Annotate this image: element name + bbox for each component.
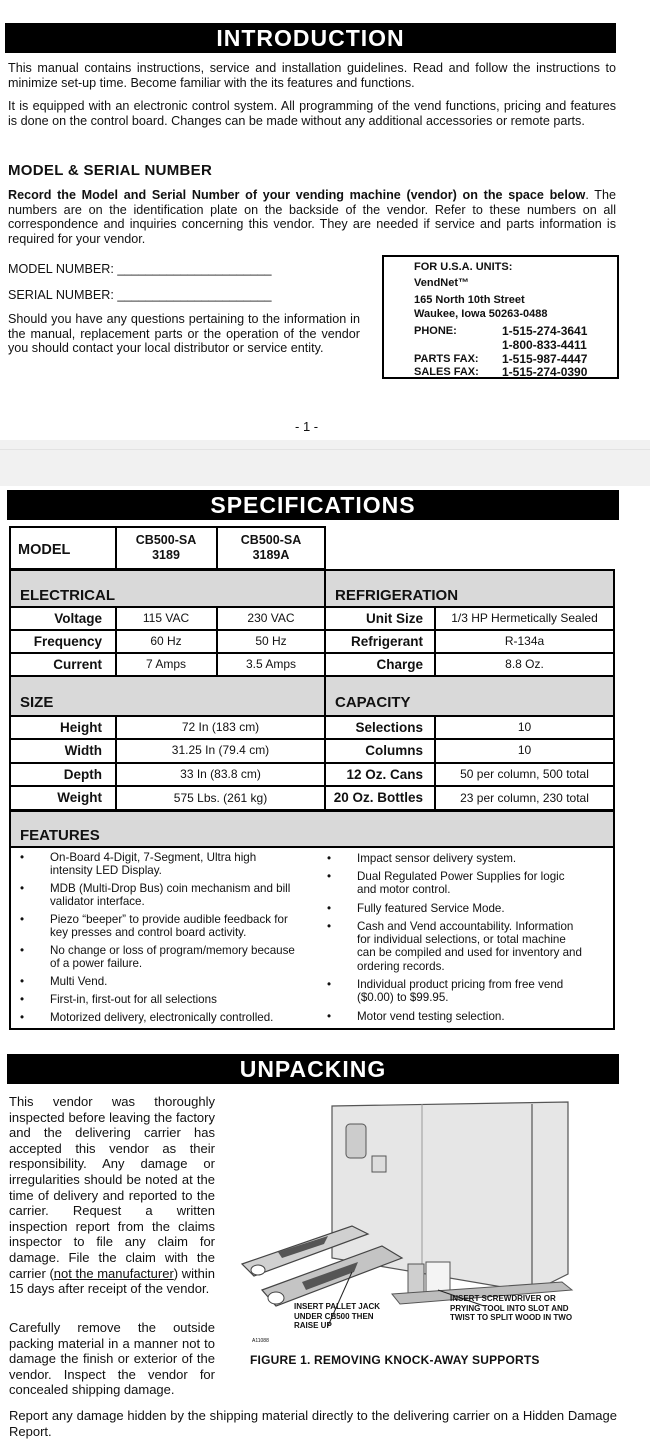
size-width-label: Width: [64, 742, 102, 758]
page-2: [0, 486, 650, 1444]
contact-sales-fax: 1-515-274-0390: [502, 365, 588, 379]
feature-bullet: •: [327, 978, 332, 991]
contact-street: 165 North 10th Street: [414, 294, 525, 306]
refrigeration-heading: REFRIGERATION: [326, 571, 613, 606]
capacity-bottles-label: 20 Oz. Bottles: [333, 790, 423, 805]
unpacking-paragraph-2: Carefully remove the outside packing material in a manner not to damage the finish or exterior of the vendor. Inspect the vendor for concealed shipping damage.: [9, 1320, 215, 1398]
electrical-current-label: Current: [53, 656, 102, 672]
electrical-voltage-label: Voltage: [54, 610, 102, 626]
electrical-current-v2: 3.5 Amps: [245, 657, 297, 671]
questions-paragraph: Should you have any questions pertaining to the information in the manual, replacement parts or the operation of the vendor you should contact your local distributor or service entity.: [8, 312, 360, 356]
capacity-selections-value: 10: [517, 720, 532, 734]
feature-bullet: •: [327, 870, 332, 883]
size-heading: SIZE: [11, 677, 324, 715]
feature-right-item: Individual product pricing from free vend ($0.00) to $99.95.: [357, 978, 564, 1005]
electrical-frequency-v1: 60 Hz: [150, 634, 182, 648]
feature-bullet: •: [20, 944, 25, 957]
model-serial-heading: MODEL & SERIAL NUMBER: [8, 162, 213, 179]
feature-right-item: Impact sensor delivery system.: [357, 852, 517, 865]
feature-bullet: •: [327, 920, 332, 933]
capacity-columns-label: Columns: [365, 742, 423, 758]
feature-left-item: No change or loss of program/memory because of a power failure.: [50, 944, 295, 971]
feature-bullet: •: [20, 993, 25, 1006]
unpacking-paragraph-3: Report any damage hidden by the shipping material directly to the delivering carrier on a Hidden Damage Report.: [9, 1408, 617, 1439]
figure-caption: FIGURE 1. REMOVING KNOCK-AWAY SUPPORTS: [250, 1353, 540, 1367]
specifications-banner: [7, 490, 619, 520]
capacity-cans-label: 12 Oz. Cans: [346, 766, 423, 782]
contact-phone-label: PHONE:: [414, 325, 457, 337]
contact-phone-1: 1-515-274-3641: [502, 324, 588, 338]
feature-right-item: Dual Regulated Power Supplies for logic and motor control.: [357, 870, 565, 897]
feature-bullet: •: [327, 1010, 332, 1023]
unpacking-p1-start: This vendor was thoroughly inspected before leaving the factory and the delivering carrier has accepted this vendor as their responsibility. Any damage or irregularities should be noted at the time of delivery and reported to the carrier. Request a written inspection report from the claims inspector to file any claim for damage. File the claim with the carrier (: [9, 1094, 215, 1281]
model-label: MODEL: [18, 542, 71, 558]
electrical-frequency-v2: 50 Hz: [255, 634, 287, 648]
feature-bullet: •: [20, 975, 25, 988]
callout-pallet-jack: INSERT PALLET JACK UNDER CB500 THEN RAISE UP: [294, 1302, 381, 1330]
feature-bullet: •: [20, 913, 25, 926]
size-depth-label: Depth: [63, 766, 102, 782]
contact-city: Waukee, Iowa 50263-0488: [414, 308, 548, 320]
feature-bullet: •: [20, 1011, 25, 1024]
introduction-title: INTRODUCTION: [216, 25, 405, 51]
figure-code: A11088: [252, 1338, 269, 1344]
size-width-value: 31.25 In (79.4 cm): [171, 743, 270, 757]
unpacking-p1-underlined: not the manufacturer: [53, 1265, 174, 1281]
size-height-value: 72 In (183 cm): [181, 720, 260, 734]
size-weight-label: Weight: [57, 790, 102, 805]
capacity-selections-label: Selections: [355, 719, 423, 735]
refrigeration-refrigerant-label: Refrigerant: [350, 633, 423, 649]
capacity-cans-value: 50 per column, 500 total: [460, 767, 589, 781]
record-bold-text: Record the Model and Serial Number of your vending machine (vendor) on the space below: [8, 188, 586, 202]
page-number: - 1 -: [295, 419, 319, 434]
unpacking-title: UNPACKING: [239, 1056, 387, 1082]
model-1: [117, 528, 215, 568]
contact-title: FOR U.S.A. UNITS:: [414, 261, 513, 273]
contact-sales-fax-label: SALES FAX:: [414, 366, 479, 378]
capacity-columns-value: 10: [517, 743, 532, 757]
feature-left-item: Piezo “beeper” to provide audible feedback for key presses and control board activity.: [50, 913, 288, 940]
electrical-voltage-v1: 115 VAC: [142, 611, 190, 625]
feature-left-item: First-in, first-out for all selections: [50, 993, 217, 1006]
electrical-current-v1: 7 Amps: [145, 657, 187, 671]
unpacking-paragraph-1: [9, 1094, 215, 1297]
refrigeration-charge-value: 8.8 Oz.: [505, 657, 544, 671]
feature-left-item: Motorized delivery, electronically controlled.: [50, 1011, 274, 1024]
intro-paragraph-2: It is equipped with an electronic control system. All programming of the vend functions, pricing and features is done on the control board. Changes can be made without any additional accessories or remote parts.: [8, 99, 616, 128]
contact-parts-fax-label: PARTS FAX:: [414, 353, 479, 365]
capacity-bottles-value: 23 per column, 230 total: [460, 790, 589, 805]
figure-1: [232, 1094, 612, 1352]
size-depth-value: 33 In (83.8 cm): [180, 767, 261, 781]
contact-box: [382, 255, 619, 379]
feature-right-item: Motor vend testing selection.: [357, 1010, 505, 1023]
record-rest-text: . The numbers are on the identification plate on the backside of the vendor. Refer to these numbers on all correspondence and inquiries concerning this vendor. They are needed if service and parts information is required for your vendor.: [8, 188, 616, 246]
record-paragraph: [8, 188, 616, 246]
callout-screwdriver: INSERT SCREWDRIVER OR PRYING TOOL INTO SLOT AND TWIST TO SPLIT WOOD IN TWO: [450, 1294, 573, 1322]
refrigeration-refrigerant-value: R-134a: [504, 634, 545, 648]
size-height-label: Height: [60, 719, 102, 735]
electrical-frequency-label: Frequency: [33, 633, 102, 649]
model-1-name: CB500-SA: [135, 533, 197, 547]
model-2: [218, 528, 324, 568]
feature-left-item: Multi Vend.: [50, 975, 108, 988]
feature-bullet: •: [20, 882, 25, 895]
features-heading: FEATURES: [11, 812, 613, 846]
specifications-title: SPECIFICATIONS: [210, 492, 416, 518]
electrical-heading: ELECTRICAL: [11, 571, 324, 606]
page-1: [0, 0, 650, 440]
unpacking-banner: [7, 1054, 619, 1084]
feature-left-item: MDB (Multi-Drop Bus) coin mechanism and bill validator interface.: [50, 882, 291, 909]
feature-bullet: •: [327, 902, 332, 915]
feature-bullet: •: [327, 852, 332, 865]
model-number-line: MODEL NUMBER: ______________________: [8, 262, 272, 276]
contact-parts-fax: 1-515-987-4447: [502, 352, 588, 366]
unpacking-p1-end: ) within 15 days after receipt of the vendor.: [9, 1265, 215, 1297]
refrigeration-unit-size-value: 1/3 HP Hermetically Sealed: [451, 611, 598, 625]
introduction-banner: [5, 23, 616, 53]
feature-left-item: On-Board 4-Digit, 7-Segment, Ultra high intensity LED Display.: [50, 851, 257, 878]
model-1-number: 3189: [152, 548, 180, 562]
intro-paragraph-1: This manual contains instructions, service and installation guidelines. Read and follow the instructions to minimize set-up time. Become familiar with the its features and functions.: [8, 61, 616, 90]
feature-right-item: Fully featured Service Mode.: [357, 902, 505, 915]
feature-right-item: Cash and Vend accountability. Information for individual selections, or total machine can be compiled and used for inventory and ordering records.: [357, 920, 582, 973]
feature-bullet: •: [20, 851, 25, 864]
contact-company: VendNet™: [414, 277, 470, 289]
serial-number-line: SERIAL NUMBER: ______________________: [8, 288, 272, 302]
model-2-name: CB500-SA: [240, 533, 302, 547]
size-weight-value: 575 Lbs. (261 kg): [173, 790, 268, 805]
refrigeration-unit-size-label: Unit Size: [365, 610, 423, 626]
page-gap: [0, 440, 650, 486]
capacity-heading: CAPACITY: [326, 677, 613, 715]
contact-phone-2: 1-800-833-4411: [502, 338, 587, 352]
model-2-number: 3189A: [252, 548, 290, 562]
electrical-voltage-v2: 230 VAC: [247, 611, 295, 625]
refrigeration-charge-label: Charge: [376, 656, 423, 672]
